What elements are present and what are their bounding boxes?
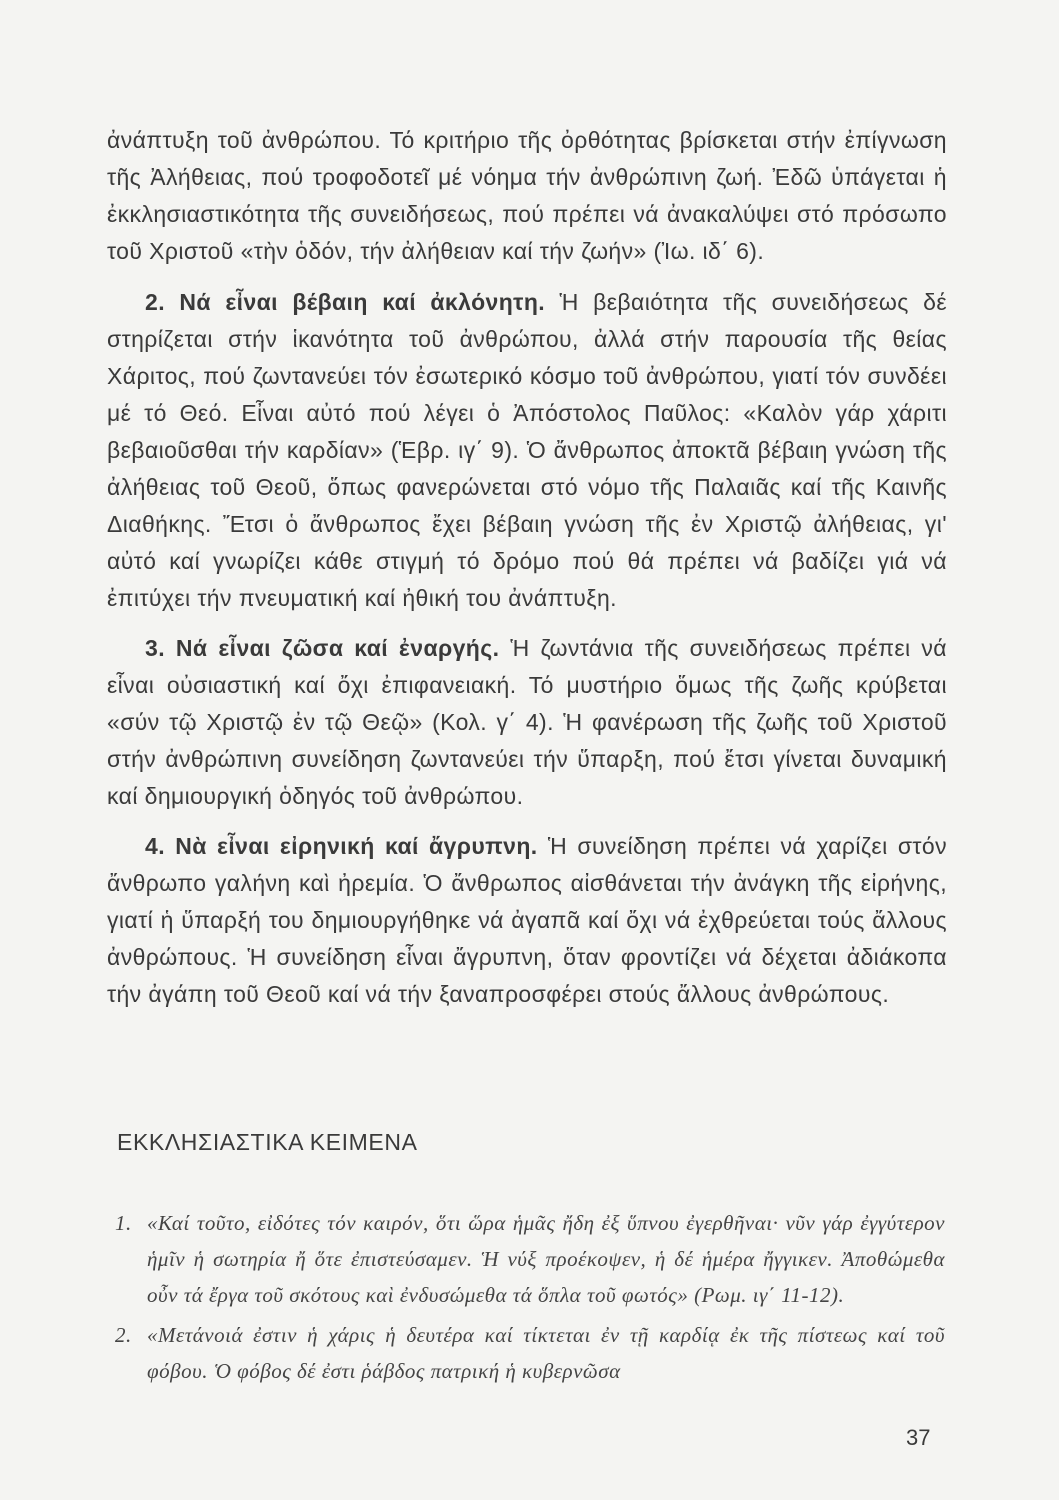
item-title: Νά εἶναι βέβαιη καί ἀκλόνητη. <box>179 289 546 315</box>
church-text-quote: «Καί τοῦτο, εἰδότες τόν καιρόν, ὅτι ὥρα ἡμᾶς ἤδη ἐξ ὕπνου ἐγερθῆναι· νῦν γάρ ἐγγύτερον ἡμῖν ἡ σωτηρία ἤ ὅτε ἐπιστεύσαμεν. Ἡ νύξ προέκοψεν, ἡ δέ ἡμέρα ἤγγικεν. Ἀποθώμεθα οὖν τά ἔργα τοῦ σκότους καὶ ἐνδυσώμεθα τά ὅπλα τοῦ φωτός» (Ρωμ. ιγ΄ 11-12). <box>147 1211 945 1307</box>
section-heading: ΕΚΚΛΗΣΙΑΣΤΙΚΑ ΚΕΙΜΕΝΑ <box>117 1129 418 1155</box>
item-title: Νά εἶναι ζῶσα καί ἐναργής. <box>175 635 500 661</box>
item-title: Νὰ εἶναι εἰρηνική καί ἄγρυπνη. <box>175 833 538 859</box>
item-4-paragraph <box>107 828 947 1013</box>
item-text: Ἡ ζωντάνια τῆς συνειδήσεως πρέπει νά εἶναι οὐσιαστική καί ὄχι ἐπιφανειακή. Τό μυστήριο ὅμως τῆς ζωῆς κρύβεται «σύν τῷ Χριστῷ ἐν τῷ Θεῷ» (Κολ. γ΄ 4). Ἡ φανέρωση τῆς ζωῆς τοῦ Χριστοῦ στήν ἀνθρώπινη συνείδηση ζωντανεύει τήν ὕπαρξη, πού ἔτσι γίνεται δυναμική καί δημιουργική ὁδηγός τοῦ ἀνθρώπου. <box>107 635 947 809</box>
main-text <box>107 122 947 1026</box>
church-texts-list <box>115 1205 945 1393</box>
item-number: 3. <box>145 635 165 661</box>
item-number: 4. <box>145 833 165 859</box>
item-3-paragraph <box>107 630 947 815</box>
church-text-number: 2. <box>115 1323 132 1347</box>
church-text-number: 1. <box>115 1211 132 1235</box>
intro-paragraph: ἀνάπτυξη τοῦ ἀνθρώπου. Τό κριτήριο τῆς ὀρθότητας βρίσκεται στήν ἐπίγνωση τῆς Ἀλήθειας, πού τροφοδοτεῖ μέ νόημα τήν ἀνθρώπινη ζωή. Ἐδῶ ὑπάγεται ἡ ἐκκλησιαστικότητα τῆς συνειδήσεως, πού πρέπει νά ἀνακαλύψει στό πρόσωπο τοῦ Χριστοῦ «τὴν ὁδόν, τήν ἀλήθειαν καί τήν ζωήν» (Ἰω. ιδ΄ 6). <box>107 127 947 264</box>
church-text-item <box>115 1205 945 1313</box>
page-number: 37 <box>906 1425 931 1450</box>
church-text-item <box>115 1317 945 1389</box>
item-text: Ἡ συνείδηση πρέπει νά χαρίζει στόν ἄνθρωπο γαλήνη καὶ ἠρεμία. Ὁ ἄνθρωπος αἰσθάνεται τήν ἀνάγκη τῆς εἰρήνης, γιατί ἡ ὕπαρξή του δημιουργήθηκε νά ἀγαπᾶ καί ὄχι νά ἐχθρεύεται τούς ἄλλους ἀνθρώπους. Ἡ συνείδηση εἶναι ἄγρυπνη, ὅταν φροντίζει νά δέχεται ἀδιάκοπα τήν ἀγάπη τοῦ Θεοῦ καί νά τήν ξαναπροσφέρει στούς ἄλλους ἀνθρώπους. <box>107 833 947 1007</box>
item-number: 2. <box>145 289 165 315</box>
church-text-quote: «Μετάνοιά ἐστιν ἡ χάρις ἡ δευτέρα καί τίκτεται ἐν τῇ καρδίᾳ ἐκ τῆς πίστεως καί τοῦ φόβου. Ὁ φόβος δέ ἐστι ῥάβδος πατρική ἡ κυβερνῶσα <box>147 1323 945 1383</box>
item-2-paragraph <box>107 284 947 617</box>
item-text: Ἡ βεβαιότητα τῆς συνειδήσεως δέ στηρίζεται στήν ἱκανότητα τοῦ ἀνθρώπου, ἀλλά στήν παρουσία τῆς θείας Χάριτος, πού ζωντανεύει τόν ἐσωτερικό κόσμο τοῦ ἀνθρώπου, γιατί τόν συνδέει μέ τό Θεό. Εἶναι αὐτό πού λέγει ὁ Ἀπόστολος Παῦλος: «Καλὸν γάρ χάριτι βεβαιοῦσθαι τήν καρδίαν» (Ἑβρ. ιγ΄ 9). Ὁ ἄνθρωπος ἀποκτᾶ βέβαιη γνώση τῆς ἀλήθειας τοῦ Θεοῦ, ὅπως φανερώνεται στό νόμο τῆς Παλαιᾶς καί τῆς Καινῆς Διαθήκης. Ἔτσι ὁ ἄνθρωπος ἔχει βέβαιη γνώση τῆς ἐν Χριστῷ ἀλήθειας, γι' αὐτό καί γνωρίζει κάθε στιγμή τό δρόμο πού θά πρέπει νά βαδίζει γιά νά ἐπιτύχει τήν πνευματική καί ἠθική του ἀνάπτυξη. <box>107 289 948 611</box>
